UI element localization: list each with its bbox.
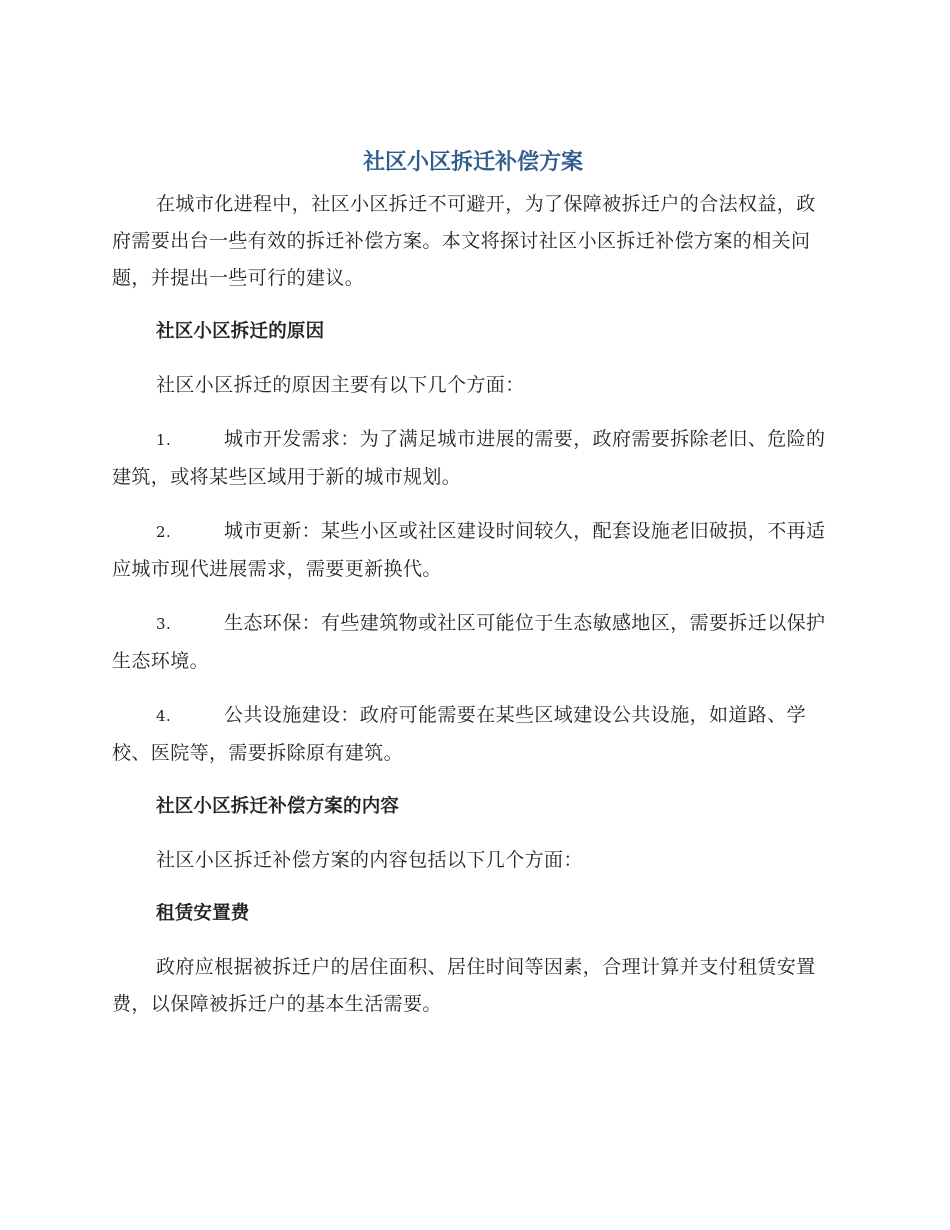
list-item <box>112 513 834 588</box>
document-body <box>112 146 834 1023</box>
list-item <box>112 605 834 680</box>
list-item-text: 公共设施建设：政府可能需要在某些区域建设公共设施，如道路、学校、医院等，需要拆除原有建筑。 <box>112 704 807 764</box>
section-heading-compensation-content: 社区小区拆迁补偿方案的内容 <box>156 796 400 817</box>
section-heading-reasons: 社区小区拆迁的原因 <box>156 321 325 342</box>
list-item-number: 3. <box>156 615 172 633</box>
list-item-text: 城市更新：某些小区或社区建设时间较久，配套设施老旧破损，不再适应城市现代进展需求，需要更新换代。 <box>112 520 826 580</box>
reasons-lead-paragraph: 社区小区拆迁的原因主要有以下几个方面： <box>156 374 525 396</box>
rental-fee-paragraph: 政府应根据被拆迁户的居住面积、居住时间等因素，合理计算并支付租赁安置费，以保障被拆迁户的基本生活需要。 <box>112 956 816 1015</box>
intro-paragraph: 在城市化进程中，社区小区拆迁不可避开，为了保障被拆迁户的合法权益，政府需要出台一些有效的拆迁补偿方案。本文将探讨社区小区拆迁补偿方案的相关问题，并提出一些可行的建议。 <box>112 193 816 289</box>
list-item-number: 1. <box>156 431 172 449</box>
list-item-number: 2. <box>156 523 172 541</box>
list-item-text: 城市开发需求：为了满足城市进展的需要，政府需要拆除老旧、危险的建筑，或将某些区域用于新的城市规划。 <box>112 428 826 488</box>
list-item <box>112 697 834 772</box>
list-item <box>112 421 834 496</box>
list-item-text: 生态环保：有些建筑物或社区可能位于生态敏感地区，需要拆迁以保护生态环境。 <box>112 612 826 672</box>
section-heading-rental-fee: 租赁安置费 <box>156 903 250 924</box>
list-item-number: 4. <box>156 707 172 725</box>
compensation-lead-paragraph: 社区小区拆迁补偿方案的内容包括以下几个方面： <box>156 849 583 871</box>
document-title: 社区小区拆迁补偿方案 <box>362 150 583 175</box>
